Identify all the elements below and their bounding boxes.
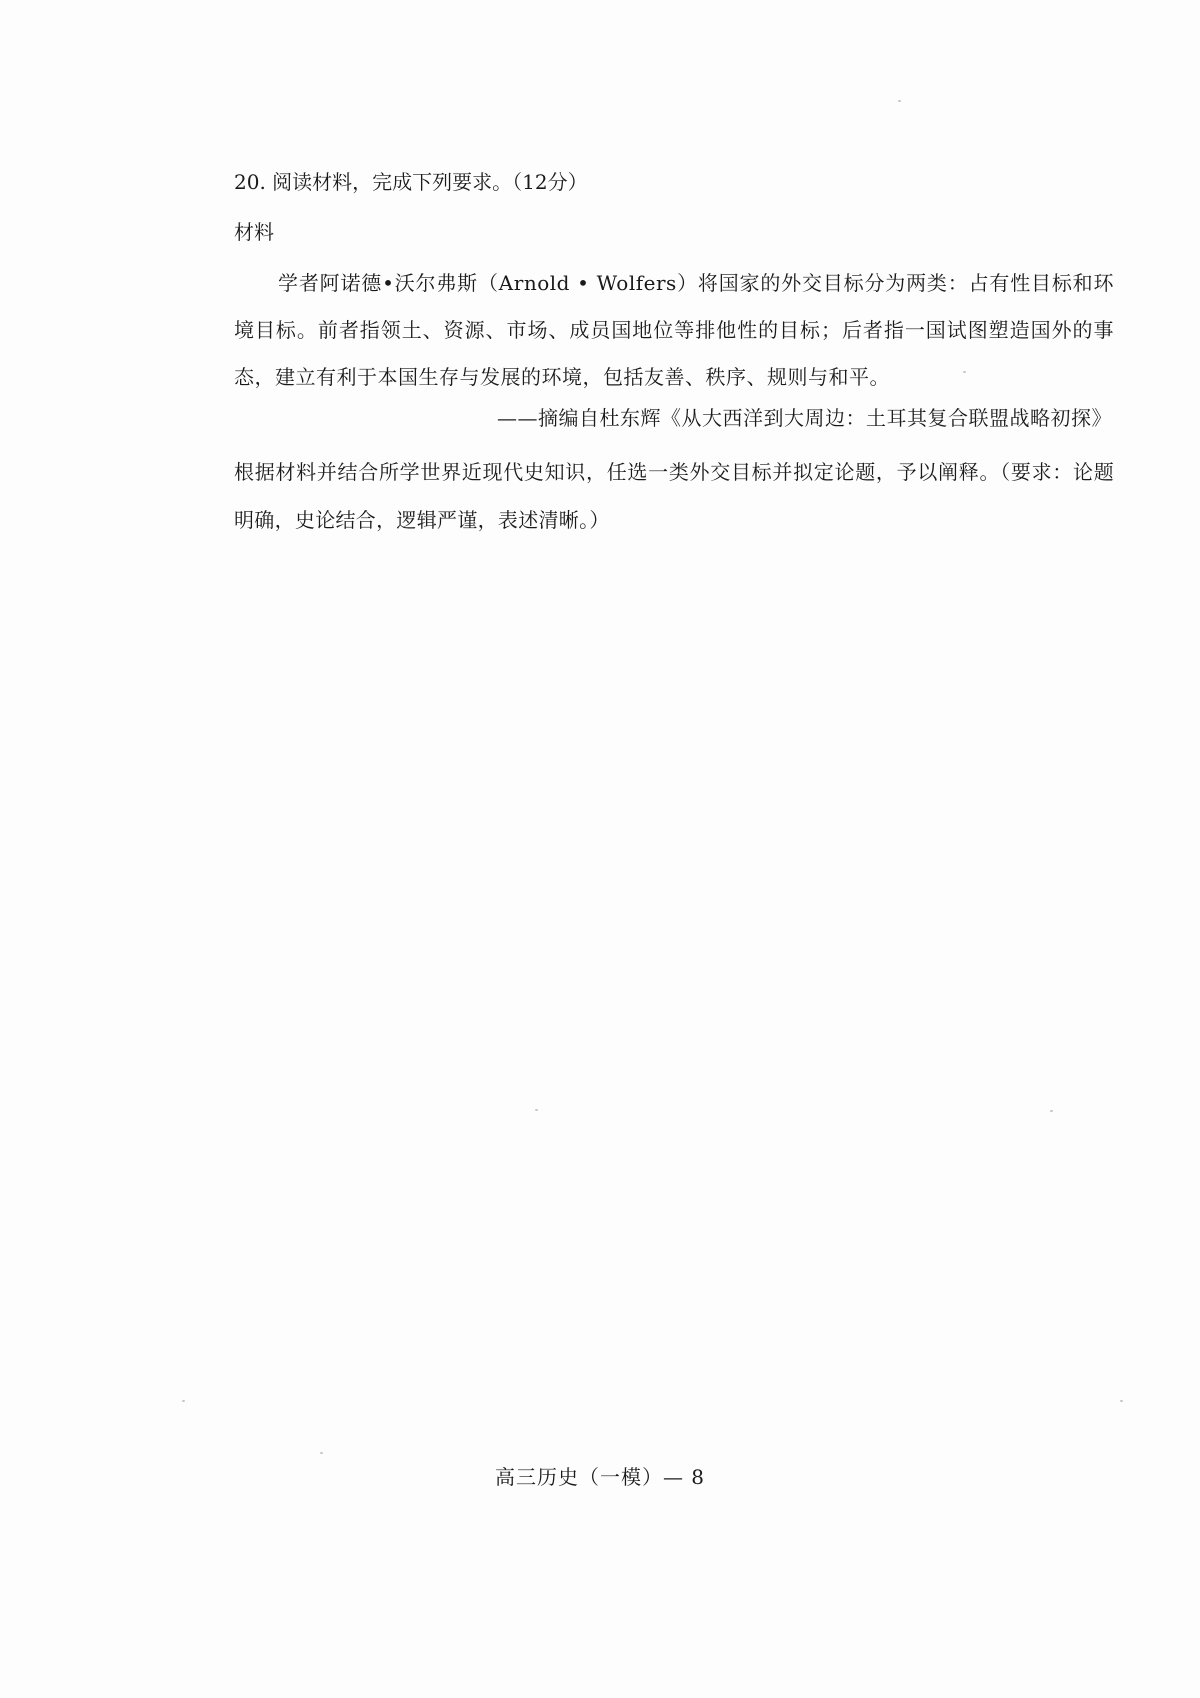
material-body: 学者阿诺德•沃尔弗斯（Arnold • Wolfers）将国家的外交目标分为两类：占有性目标和环境目标。前者指领土、资源、市场、成员国地位等排他性的目标；后者指一国试图塑造国外的事态，建立有利于本国生存与发展的环境，包括友善、秩序、规则与和平。 [234,271,1114,389]
question-number: 20. [234,170,266,194]
material-label: 材料 [234,220,274,244]
scan-speck [182,1400,185,1402]
page-footer: 高三历史（一模）— 8 [494,1465,706,1489]
scan-speck [963,371,966,373]
task-instruction: 根据材料并结合所学世界近现代史知识，任选一类外交目标并拟定论题，予以阐释。（要求：论题明确，史论结合，逻辑严谨，表述清晰。） [234,460,1114,532]
question-header [234,168,1114,196]
question-prompt: 阅读材料，完成下列要求。（12分） [272,170,588,194]
material-source: ——摘编自杜东辉《从大西洋到大周边：土耳其复合联盟战略初探》 [497,406,1112,430]
scan-speck [535,1109,538,1111]
scan-speck [320,1452,323,1454]
answer-area[interactable] [234,560,1114,1260]
scan-speck [1050,1110,1053,1112]
scan-speck [1120,1400,1123,1402]
scan-speck [898,100,901,102]
